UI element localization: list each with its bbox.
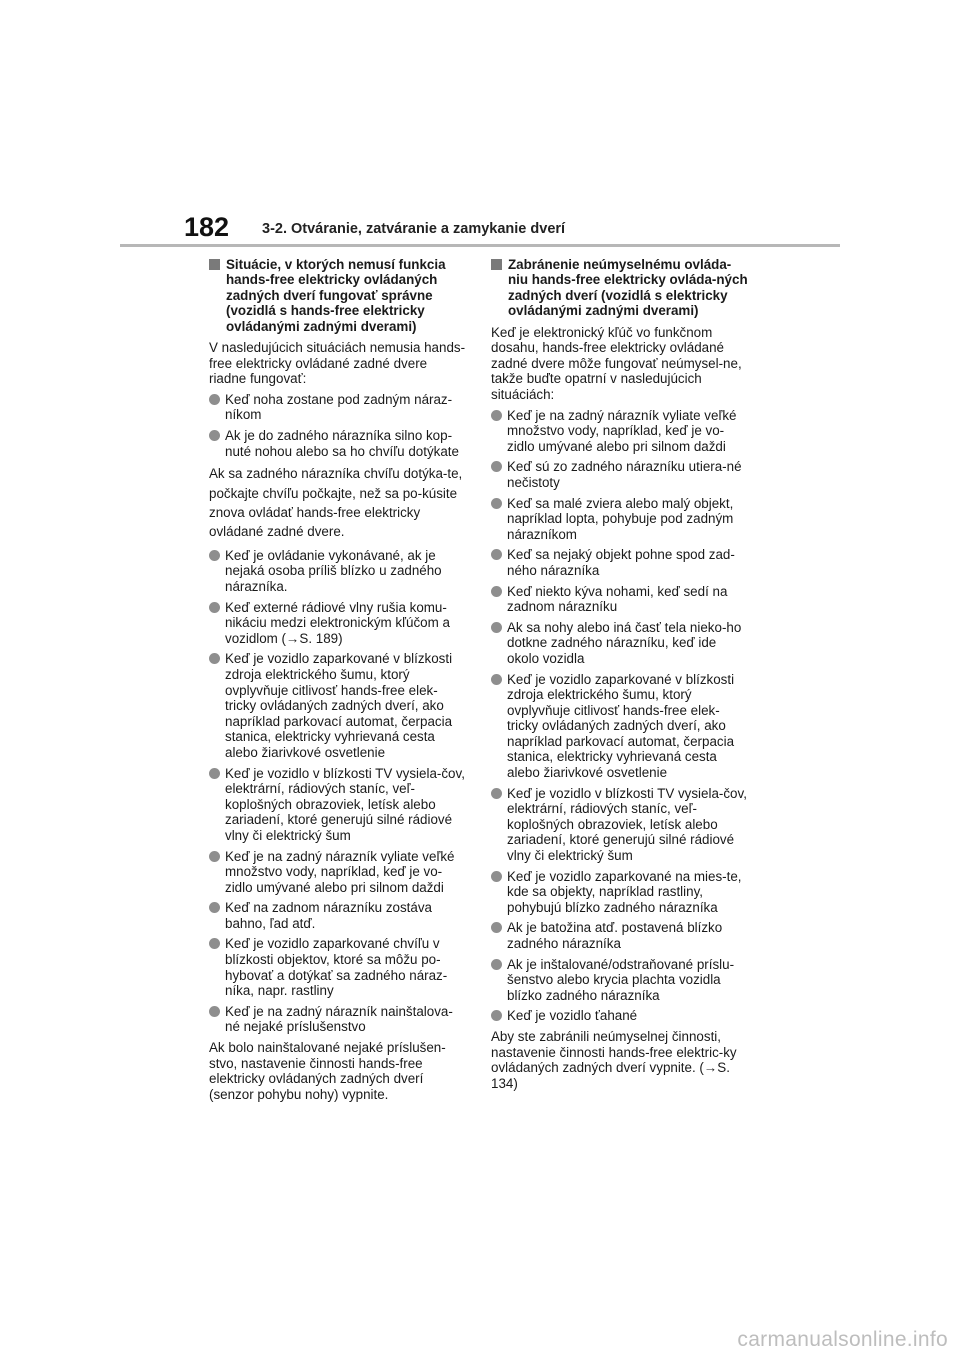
list-item xyxy=(491,547,749,578)
circle-bullet-icon xyxy=(209,430,220,441)
list-item-text: Ak sa nohy alebo iná časť tela nieko-ho dotkne zadného nárazníku, keď ide okolo vozidla xyxy=(507,619,742,666)
list-item xyxy=(209,392,467,423)
circle-bullet-icon xyxy=(491,622,502,633)
circle-bullet-icon xyxy=(209,938,220,949)
circle-bullet-icon xyxy=(491,410,502,421)
closing-paragraph: Aby ste zabránili neúmyselnej činnosti, nastavenie činnosti hands-free elektric-ky ovládaných zadných dverí vypnite. (→S. 134) xyxy=(491,1028,737,1091)
list-item xyxy=(209,548,467,595)
list-item-text: Keď je vozidlo zaparkované na mies-te, kde sa objekty, napríklad rastliny, pohybujú blízko zadného nárazníka xyxy=(507,868,742,915)
list-item-text: Ak je inštalované/odstraňované príslu-šenstvo alebo krycia plachta vozidla blízko zadného nárazníka xyxy=(507,956,735,1003)
list-item xyxy=(491,920,749,951)
list-item-text: Keď noha zostane pod zadným náraz-níkom xyxy=(225,391,453,423)
list-item xyxy=(491,459,749,490)
list-item xyxy=(491,672,749,781)
circle-bullet-icon xyxy=(209,550,220,561)
list-item xyxy=(209,849,467,896)
list-item xyxy=(491,496,749,543)
square-bullet-icon xyxy=(491,259,502,270)
list-item-text: Keď sa nejaký objekt pohne spod zad-ného nárazníka xyxy=(507,547,735,578)
list-item-text: Keď sa malé zviera alebo malý objekt, napríklad lopta, pohybuje pod zadným nárazníkom xyxy=(507,495,734,542)
section-heading-prevention xyxy=(491,257,749,319)
circle-bullet-icon xyxy=(491,922,502,933)
list-item-text: Keď je vozidlo v blízkosti TV vysiela-čov, elektrární, rádiových staníc, veľ-koplošných obrazoviek, letísk alebo zariadení, ktoré generujú silné rádiové vlny či elektrický šum xyxy=(507,785,747,864)
circle-bullet-icon xyxy=(491,586,502,597)
circle-bullet-icon xyxy=(209,902,220,913)
header-rule xyxy=(120,244,840,247)
circle-bullet-icon xyxy=(491,549,502,560)
circle-bullet-icon xyxy=(209,1006,220,1017)
list-item-text: Ak je do zadného nárazníka silno kop-nuté nohou alebo sa ho chvíľu dotýkate xyxy=(225,428,459,459)
list-item xyxy=(209,428,467,459)
left-column xyxy=(209,257,467,1107)
list-item-text: Keď na zadnom nárazníku zostáva bahno, ľad atď. xyxy=(225,900,432,931)
list-item-text: Keď je vozidlo zaparkované v blízkosti zdroja elektrického šumu, ktorý ovplyvňuje citlivosť hands-free elek-tricky ovládaných zadných dverí, ako napríklad parkovací automat, čerpacia stanica, elektricky vyhrievaná cesta alebo žiarivkové osvetlenie xyxy=(225,651,453,760)
list-item xyxy=(209,1004,467,1035)
watermark: carmanualsonline.info xyxy=(737,1328,948,1351)
list-item-text: Keď je vozidlo zaparkované chvíľu v blízkosti objektov, ktoré sa môžu po-hybovať a dotýkať sa zadného náraz-níka, napr. rastliny xyxy=(225,936,448,999)
list-item xyxy=(209,900,467,931)
heading-text: Situácie, v ktorých nemusí funkcia hands-free elektricky ovládaných zadných dverí fungovať správne (vozidlá s hands-free elektricky ovládanými zadnými dverami) xyxy=(226,257,446,334)
circle-bullet-icon xyxy=(491,871,502,882)
list-item-text: Keď niekto kýva nohami, keď sedí na zadnom nárazníku xyxy=(507,583,728,615)
list-item xyxy=(491,869,749,916)
list-item xyxy=(209,766,467,844)
square-bullet-icon xyxy=(209,259,220,270)
section-heading-malfunction xyxy=(209,257,467,334)
circle-bullet-icon xyxy=(491,498,502,509)
heading-text: Zabránenie neúmyselnému ovláda-niu hands-free elektricky ovláda-ných zadných dverí (vozidlá s elektricky ovládanými zadnými dverami) xyxy=(508,257,748,319)
intro-paragraph: V nasledujúcich situáciách nemusia hands-free elektricky ovládané zadné dvere riadne fungovať: xyxy=(209,340,466,387)
intro-paragraph: Keď je elektronický kľúč vo funkčnom dosahu, hands-free elektricky ovládané zadné dvere môže fungovať neúmysel-ne, takže buďte opatrní v nasledujúcich situáciách: xyxy=(491,324,742,402)
circle-bullet-icon xyxy=(209,653,220,664)
list-item-text: Keď sú zo zadného nárazníku utiera-né nečistoty xyxy=(507,459,742,490)
list-item xyxy=(209,600,467,647)
circle-bullet-icon xyxy=(491,788,502,799)
note-paragraph: Ak sa zadného nárazníka chvíľu dotýka-te, počkajte chvíľu počkajte, než sa po-kúsite znova ovládať hands-free elektricky ovládané zadné dvere. xyxy=(209,466,463,540)
list-item xyxy=(491,620,749,667)
running-head: 3-2. Otváranie, zatváranie a zamykanie dverí xyxy=(262,221,566,237)
circle-bullet-icon xyxy=(209,768,220,779)
list-item xyxy=(491,584,749,615)
circle-bullet-icon xyxy=(491,461,502,472)
list-item xyxy=(209,651,467,760)
list-item xyxy=(491,1008,749,1024)
circle-bullet-icon xyxy=(491,674,502,685)
right-column xyxy=(491,257,749,1096)
circle-bullet-icon xyxy=(209,602,220,613)
list-item xyxy=(491,786,749,864)
list-item-text: Keď je vozidlo zaparkované v blízkosti zdroja elektrického šumu, ktorý ovplyvňuje citlivosť hands-free elek-tricky ovládaných zadných dverí, ako napríklad parkovací automat, čerpacia stanica, elektricky vyhrievaná cesta alebo žiarivkové osvetlenie xyxy=(507,671,735,781)
list-item-text: Keď je na zadný nárazník vyliate veľké množstvo vody, napríklad, keď je vo-zidlo umývané alebo pri silnom daždi xyxy=(225,848,455,895)
circle-bullet-icon xyxy=(491,959,502,970)
list-item xyxy=(491,408,749,455)
list-item-text: Ak je batožina atď. postavená blízko zadného nárazníka xyxy=(507,920,723,951)
list-item xyxy=(209,936,467,998)
list-item xyxy=(491,957,749,1004)
closing-paragraph: Ak bolo nainštalované nejaké príslušen-stvo, nastavenie činnosti hands-free elektricky ovládaných zadných dverí (senzor pohybu nohy) vypnite. xyxy=(209,1040,446,1102)
list-item-text: Keď externé rádiové vlny rušia komu-nikáciu medzi elektronickým kľúčom a vozidlom (→S. 189) xyxy=(225,599,450,646)
page-number: 182 xyxy=(184,212,230,242)
list-item-text: Keď je na zadný nárazník nainštalova-né nejaké príslušenstvo xyxy=(225,1003,453,1035)
list-item-text: Keď je vozidlo ťahané xyxy=(507,1008,638,1024)
list-item-text: Keď je ovládanie vykonávané, ak je nejaká osoba príliš blízko u zadného nárazníka. xyxy=(225,547,442,594)
circle-bullet-icon xyxy=(209,394,220,405)
list-item-text: Keď je na zadný nárazník vyliate veľké množstvo vody, napríklad, keď je vo-zidlo umývané alebo pri silnom daždi xyxy=(507,407,737,454)
list-item-text: Keď je vozidlo v blízkosti TV vysiela-čov, elektrární, rádiových staníc, veľ-koplošných obrazoviek, letísk alebo zariadení, ktoré generujú silné rádiové vlny či elektrický šum xyxy=(225,765,465,843)
circle-bullet-icon xyxy=(491,1010,502,1021)
circle-bullet-icon xyxy=(209,851,220,862)
